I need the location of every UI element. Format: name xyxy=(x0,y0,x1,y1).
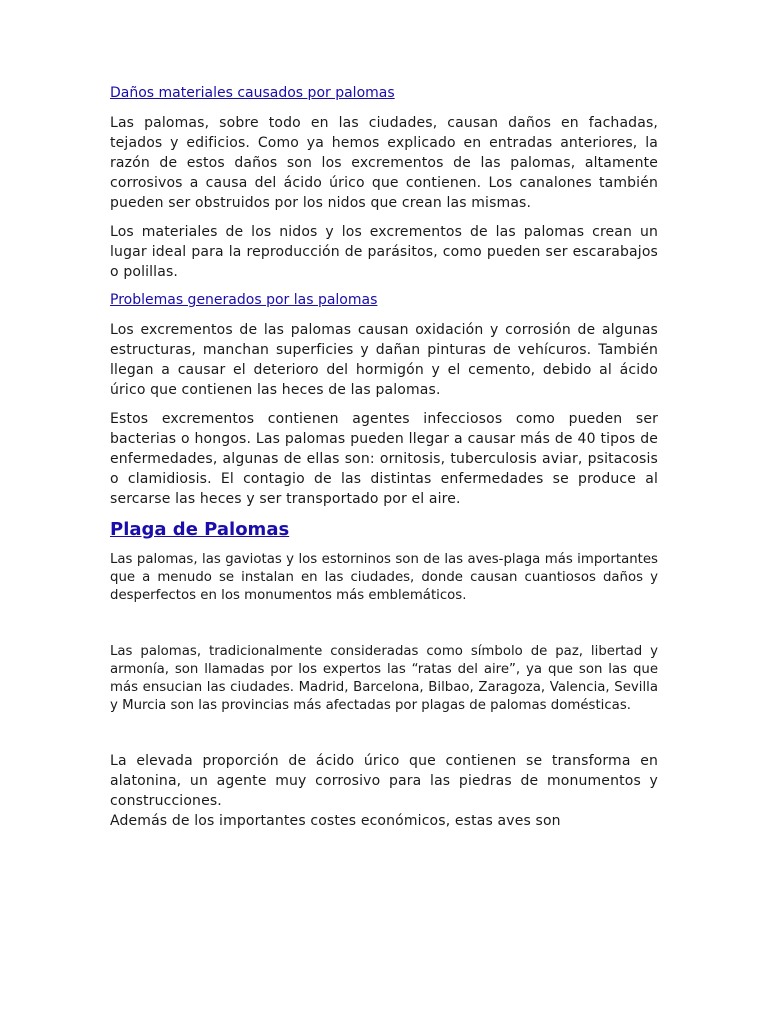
paragraph-plaga-4: Además de los importantes costes económicos, estas aves son xyxy=(110,813,561,829)
spacer xyxy=(110,605,658,643)
heading-problemas-generados-link[interactable]: Problemas generados por las palomas xyxy=(110,292,378,308)
paragraph-problemas-1: Los excrementos de las palomas causan oxidación y corrosión de algunas estructuras, manchan superficies y dañan pinturas de vehícuros. También llegan a causar el deterioro del hormigón y el cemento, debido al ácido úrico que contienen las heces de las palomas. xyxy=(110,322,658,398)
heading-danos-materiales-link[interactable]: Daños materiales causados por palomas xyxy=(110,85,395,101)
paragraph-plaga-3: La elevada proporción de ácido úrico que contienen se transforma en alatonina, un agente muy corrosivo para las piedras de monumentos y construcciones. xyxy=(110,753,658,809)
paragraph-danos-1: Las palomas, sobre todo en las ciudades, causan daños en fachadas, tejados y edificios. Como ya hemos explicado en entradas anteriores, la razón de estos daños son los excrementos de las palomas, altamente corrosivos a causa del ácido úrico que contienen. Los canalones también pueden ser obstruidos por los nidos que crean las mismas. xyxy=(110,115,658,211)
document-page xyxy=(110,84,658,831)
heading-plaga-de-palomas-link[interactable]: Plaga de Palomas xyxy=(110,519,290,540)
spacer xyxy=(110,715,658,751)
paragraph-danos-2: Los materiales de los nidos y los excrementos de las palomas crean un lugar ideal para la reproducción de parásitos, como pueden ser escarabajos o polillas. xyxy=(110,224,658,280)
paragraph-problemas-2: Estos excrementos contienen agentes infecciosos como pueden ser bacterias o hongos. Las palomas pueden llegar a causar más de 40 tipos de enfermedades, algunas de ellas son: ornitosis, tuberculosis aviar, psitacosis o clamidiosis. El contagio de las distintas enfermedades se produce al sercarse las heces y ser transportado por el aire. xyxy=(110,411,658,507)
paragraph-plaga-2: Las palomas, tradicionalmente consideradas como símbolo de paz, libertad y armonía, son llamadas por los expertos las “ratas del aire”, ya que son las que más ensucian las ciudades. Madrid, Barcelona, Bilbao, Zaragoza, Valencia, Sevilla y Murcia son las provincias más afectadas por plagas de palomas domésticas. xyxy=(110,644,658,713)
paragraph-plaga-1: Las palomas, las gaviotas y los estorninos son de las aves-plaga más importantes que a menudo se instalan en las ciudades, donde causan cuantiosos daños y desperfectos en los monumentos más emblemáticos. xyxy=(110,552,658,603)
